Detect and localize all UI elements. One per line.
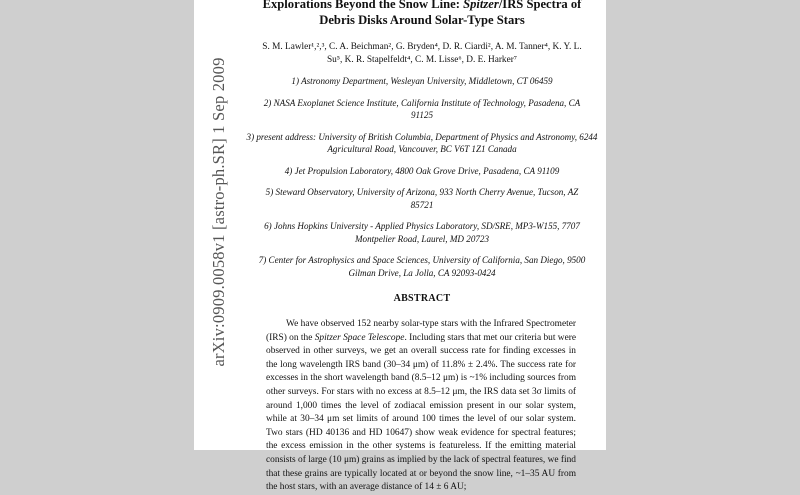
affiliation-2: 2) NASA Exoplanet Science Institute, California Institute of Technology, Pasadena, CA 91125 xyxy=(263,97,581,120)
abstract-heading: ABSTRACT xyxy=(393,293,451,304)
affiliation-7: 7) Center for Astrophysics and Space Sciences, University of California, San Diego, 9500 Gilman Drive, La Jolla, CA 92093-0424 xyxy=(258,255,586,278)
title-part-1: Explorations Beyond the Snow Line: xyxy=(262,0,464,11)
affiliation-4: 4) Jet Propulsion Laboratory, 4800 Oak Grove Drive, Pasadena, CA 91109 xyxy=(284,165,560,176)
abstract-text-part-1: We have observed 152 nearby solar-type stars with the Infrared Spectrometer (IRS) on the xyxy=(266,319,576,343)
paper-title xyxy=(244,0,600,28)
authors-line-1: S. M. Lawler¹,²,³, C. A. Beichman², G. Bryden⁴, D. R. Ciardi², A. M. Tanner⁴, K. Y. L. xyxy=(262,42,582,52)
authors-line-2: Su⁵, K. R. Stapelfeldt⁴, C. M. Lisse⁶, D. E. Harker⁷ xyxy=(326,55,518,65)
abstract-text xyxy=(244,318,600,495)
abstract-text-part-2: . Including stars that met our criteria but were observed in other surveys, we get an overall success rate for finding excesses in the long wavelength IRS band (30–34 μm) of 11.8% ± 2.4%. The success rate for excesses in the short wavelength band (8.5–12 μm) is ~1% including sources from other surveys. For stars with no excess at 8.5–12 μm, the IRS data set 3σ limits of around 1,000 times the level of zodiacal emission present in our solar system, while at 30–34 μm set limits of around 100 times the level of our solar system. Two stars (HD 40136 and HD 10647) show weak evidence for spectral features; the excess emission in the other systems is featureless. If the emitting material consists of large (10 μm) grains as implied by the lack of spectral features, we find that these grains are typically located at or beyond the snow line, ~1–35 AU from the host stars, with an average distance of 14 ± 6 AU; xyxy=(266,332,577,493)
affiliation-5: 5) Steward Observatory, University of Arizona, 933 North Cherry Avenue, Tucson, AZ 85721 xyxy=(265,187,579,210)
title-italic-spitzer: Spitzer xyxy=(463,0,499,11)
title-part-2: /IRS Spectra of Debris Disks Around Solar-Type Stars xyxy=(319,0,582,27)
affiliation-1: 1) Astronomy Department, Wesleyan University, Middletown, CT 06459 xyxy=(291,76,553,86)
arxiv-identifier: arXiv:0909.0058v1 [astro-ph.SR] 1 Sep 2009 xyxy=(209,57,228,367)
author-list xyxy=(244,41,600,67)
paper-content xyxy=(244,0,600,495)
affiliation-6: 6) Johns Hopkins University - Applied Physics Laboratory, SD/SRE, MP3-W155, 7707 Montpelier Road, Laurel, MD 20723 xyxy=(264,221,580,244)
abstract-italic-telescope: Spitzer Space Telescope xyxy=(314,332,405,343)
affiliation-3: 3) present address: University of British Columbia, Department of Physics and Astronomy, 6244 Agricultural Road, Vancouver, BC V6T 1Z1 Canada xyxy=(246,131,598,154)
